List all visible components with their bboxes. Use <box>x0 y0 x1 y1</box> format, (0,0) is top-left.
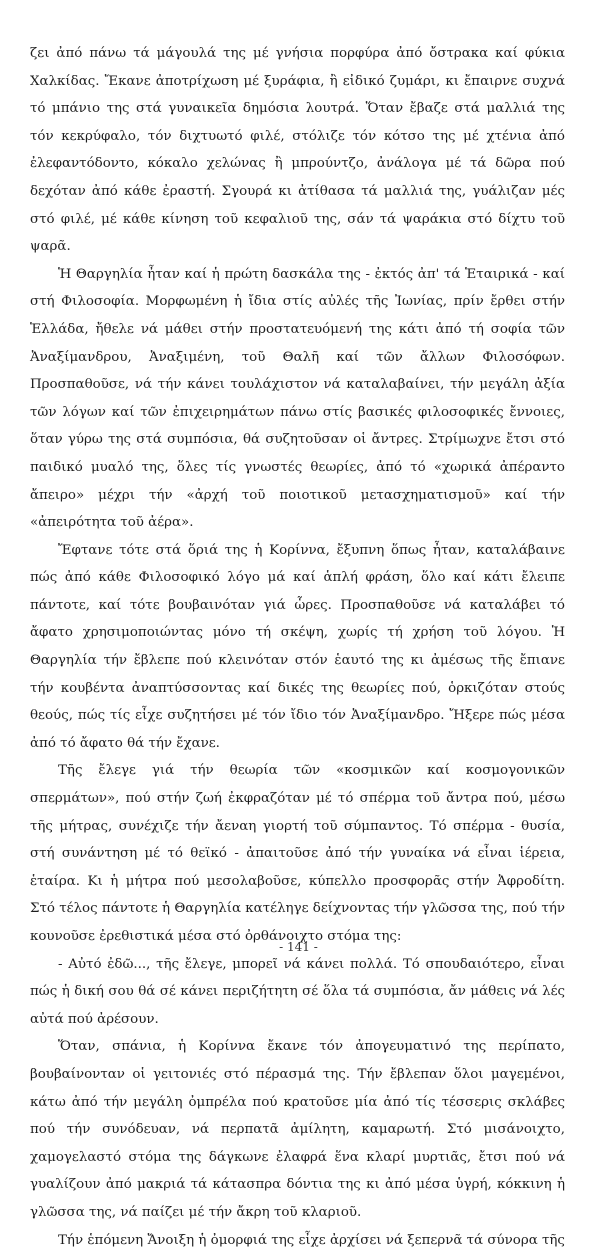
page-number: - 141 - <box>279 940 318 954</box>
body-text <box>30 40 565 1254</box>
paragraph-2: Ἡ Θαργηλία ἦταν καί ἡ πρώτη δασκάλα της - ἐκτός ἀπ' τά Ἑταιρικά - καί στή Φιλοσοφία. Μορφωμένη ἡ ἴδια στίς αὐλές τῆς Ἰωνίας, πρίν ἔρθει στήν Ἑλλάδα, ἤθελε νά μάθει στήν προστατευόμενή της κάτι ἀπό τή σοφία τῶν Ἀναξίμανδρου, Ἀναξιμένη, τοῦ Θαλῆ καί τῶν ἄλλων Φιλοσόφων. Προσπαθοῦσε, νά τήν κάνει τουλάχιστον νά καταλαβαίνει, τήν μεγάλη ἀξία τῶν λόγων καί τῶν ἐπιχειρημάτων πάνω στίς βασικές φιλοσοφικές ἔννοιες, ὅταν γύρω της στά συμπόσια, θά συζητοῦσαν οἱ ἄντρες. Στρίμωχνε ἔτσι στό παιδικό μυαλό της, ὅλες τίς γνωστές θεωρίες, ἀπό τό «χωρικά ἀπέραντο ἄπειρο» μέχρι τήν «ἀρχή τοῦ ποιοτικοῦ μετασχηματισμοῦ» καί τήν «ἀπειρότητα τοῦ ἀέρα». <box>30 266 565 531</box>
paragraph-6: Ὅταν, σπάνια, ἡ Κορίννα ἔκανε τόν ἀπογευματινό της περίπατο, βουβαίνονταν οἱ γειτονιές στό πέρασμά της. Τήν ἔβλεπαν ὅλοι μαγεμένοι, κάτω ἀπό τήν μεγάλη ὀμπρέλα πού κρατοῦσε μία ἀπό τίς τέσσερις σκλάβες πού τήν συνόδευαν, νά περπατᾶ ἀμίλητη, καμαρωτή. Στό μισάνοιχτο, χαμογελαστό στόμα της δάγκωνε ἐλαφρά ἕνα κλαρί μυρτιᾶς, ἔτσι πού νά γυαλίζουν ἀπό μακριά τά κάτασπρα δόντια της κι ἀπό μέσα ὑγρή, κόκκινη ἡ γλῶσσα της, νά παίζει μέ τήν ἄκρη τοῦ κλαριοῦ. <box>30 1039 565 1220</box>
paragraph-5-dialogue: - Αὐτό ἐδῶ..., τῆς ἔλεγε, μπορεῖ νά κάνει πολλά. Τό σπουδαιότερο, εἶναι πώς ἡ δική σου θά σέ κάνει περιζήτητη σέ ὅλα τά συμπόσια, ἄν μάθεις νά λές αὐτά πού ἀρέσουν. <box>30 956 565 1027</box>
paragraph-3: Ἔφτανε τότε στά ὅριά της ἡ Κορίννα, ἔξυπνη ὅπως ἦταν, καταλάβαινε πώς ἀπό κάθε Φιλοσοφικό λόγο μά καί ἁπλή φράση, ὅλο καί κάτι ἔλειπε πάντοτε, καί τότε βουβαινόταν γιά ὧρες. Προσπαθοῦσε νά καταλάβει τό ἄφατο χρησιμοποιώντας μόνο τή σκέψη, χωρίς τή χρήση τοῦ λόγου. Ἡ Θαργηλία τήν ἔβλεπε πού κλεινόταν στόν ἑαυτό της κι ἀμέσως τῆς ἔπιανε τήν κουβέντα ἀναπτύσσοντας καί δικές της θεωρίες πού, ὁρκιζόταν στούς θεούς, πώς τίς εἶχε συζητήσει μέ τόν ἴδιο τόν Ἀναξίμανδρο. Ἤξερε πώς μέσα ἀπό τό ἄφατο θά τήν ἔχανε. <box>30 542 565 751</box>
paragraph-7: Τήν ἑπόμενη Ἄνοιξη ἡ ὀμορφιά της εἶχε ἀρχίσει νά ξεπερνᾶ τά σύνορα τῆς <box>58 1232 565 1248</box>
paragraph-4: Τῆς ἔλεγε γιά τήν θεωρία τῶν «κοσμικῶν καί κοσμογονικῶν σπερμάτων», πού στήν ζωή ἐκφραζόταν μέ τό σπέρμα τοῦ ἄντρα πού, μέσω τῆς μήτρας, συνέχιζε τήν ἄεναη γιορτή τοῦ σύμπαντος. Τό σπέρμα - θυσία, στή συνάντηση μέ τό θεϊκό - ἀπαιτοῦσε ἀπό τήν γυναίκα νά εἶναι ἱέρεια, ἑταίρα. Κι ἡ μήτρα πού μεσολαβοῦσε, κύπελλο προσφορᾶς στήν Ἀφροδίτη. Στό τέλος πάντοτε ἡ Θαργηλία κατέληγε δείχνοντας τήν γλῶσσα της, πού τήν κουνοῦσε ἐρεθιστικά μέσα στό ὀρθάνοιχτο στόμα της: <box>30 763 565 944</box>
paragraph-1: ζει ἀπό πάνω τά μάγουλά της μέ γνήσια πορφύρα ἀπό ὄστρακα καί φύκια Χαλκίδας. Ἔκανε ἀποτρίχωση μέ ξυράφια, ἢ εἰδικό ζυμάρι, κι ἔπαιρνε συχνά τό μπάνιο της στά γυναικεῖα δημόσια λουτρά. Ὅταν ἔβαζε στά μαλλιά της τόν κεκρύφαλο, τόν διχτυωτό φιλέ, στόλιζε τόν κότσο της μέ χτένια ἀπό ἐλεφαντόδοντο, κόκαλο χελώνας ἢ μπρούντζο, ἀνάλογα μέ τά δῶρα πού δεχόταν ἀπό κάθε ἐραστή. Σγουρά κι ἀτίθασα τά μαλλιά της, γυάλιζαν μές στό φιλέ, μέ κάθε κίνηση τοῦ κεφαλιοῦ της, σάν τά ψαράκια στό δίχτυ τοῦ ψαρᾶ. <box>30 46 565 255</box>
